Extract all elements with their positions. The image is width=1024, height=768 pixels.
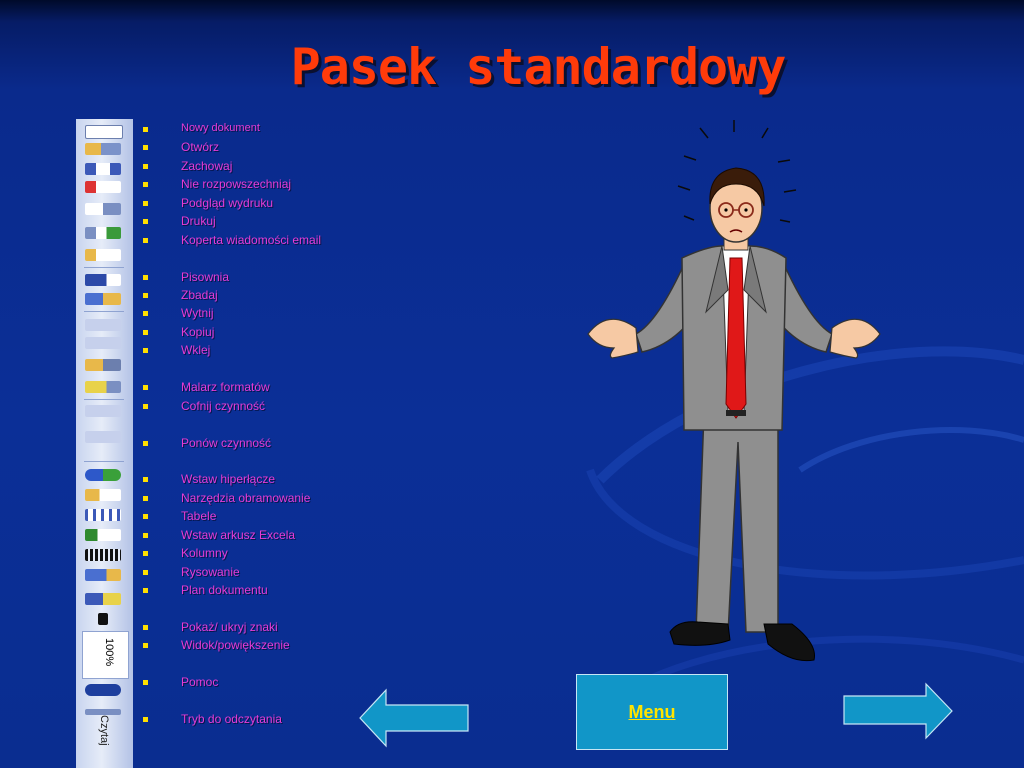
bullet bbox=[143, 625, 148, 630]
standard-toolbar bbox=[76, 119, 133, 768]
bullet bbox=[143, 588, 148, 593]
bullet bbox=[143, 441, 148, 446]
bullet bbox=[143, 514, 148, 519]
menu-button[interactable] bbox=[576, 674, 728, 750]
bullet bbox=[143, 182, 148, 187]
bullet bbox=[143, 477, 148, 482]
bullet bbox=[143, 201, 148, 206]
confused-man-illustration bbox=[578, 112, 888, 672]
new-document-icon[interactable] bbox=[85, 125, 123, 139]
open-folder-icon[interactable] bbox=[85, 143, 121, 155]
spelling-icon[interactable] bbox=[85, 274, 121, 286]
table-icon[interactable] bbox=[85, 509, 121, 521]
bullet bbox=[143, 219, 148, 224]
toolbar-separator bbox=[84, 399, 124, 400]
bullet bbox=[143, 348, 148, 353]
bullet bbox=[143, 680, 148, 685]
menu-button-label: Menu bbox=[628, 701, 676, 722]
bullet bbox=[143, 717, 148, 722]
arrow-left-icon[interactable] bbox=[358, 688, 470, 748]
columns-icon[interactable] bbox=[85, 549, 121, 561]
paste-icon[interactable] bbox=[85, 359, 121, 371]
bullet bbox=[143, 404, 148, 409]
research-icon[interactable] bbox=[85, 293, 121, 305]
bullet bbox=[143, 145, 148, 150]
zoom-box[interactable] bbox=[82, 631, 129, 679]
copy-icon[interactable] bbox=[85, 337, 121, 349]
reading-mode-text: Czytaj bbox=[98, 715, 110, 746]
bullet bbox=[143, 311, 148, 316]
bullet bbox=[143, 643, 148, 648]
hyperlink-icon[interactable] bbox=[85, 469, 121, 481]
undo-icon[interactable] bbox=[85, 405, 121, 417]
print-icon[interactable] bbox=[85, 227, 121, 239]
bullet bbox=[143, 164, 148, 169]
toolbar-separator bbox=[84, 311, 124, 312]
toolbar-separator bbox=[84, 267, 124, 268]
help-icon[interactable] bbox=[85, 684, 121, 696]
save-icon[interactable] bbox=[85, 163, 121, 175]
borders-icon[interactable] bbox=[85, 489, 121, 501]
bullet bbox=[143, 570, 148, 575]
drawing-icon[interactable] bbox=[85, 569, 121, 581]
bullet bbox=[143, 293, 148, 298]
excel-icon[interactable] bbox=[85, 529, 121, 541]
email-icon[interactable] bbox=[85, 249, 121, 261]
zoom-value: 100% bbox=[103, 638, 115, 667]
show-hide-icon[interactable] bbox=[98, 613, 108, 625]
slide-title: Pasek standardowy bbox=[290, 38, 786, 96]
bullet bbox=[143, 496, 148, 501]
bullet bbox=[143, 238, 148, 243]
print-preview-icon[interactable] bbox=[85, 203, 121, 215]
bullet bbox=[143, 551, 148, 556]
document-map-icon[interactable] bbox=[85, 593, 121, 605]
arrow-right-icon[interactable] bbox=[842, 682, 954, 740]
permission-icon[interactable] bbox=[85, 181, 121, 193]
cut-icon[interactable] bbox=[85, 319, 121, 331]
redo-icon[interactable] bbox=[85, 431, 121, 443]
bullet bbox=[143, 275, 148, 280]
format-painter-icon[interactable] bbox=[85, 381, 121, 393]
bullet bbox=[143, 385, 148, 390]
bullet bbox=[143, 127, 148, 132]
bullet bbox=[143, 533, 148, 538]
toolbar-separator bbox=[84, 461, 124, 462]
bullet bbox=[143, 330, 148, 335]
